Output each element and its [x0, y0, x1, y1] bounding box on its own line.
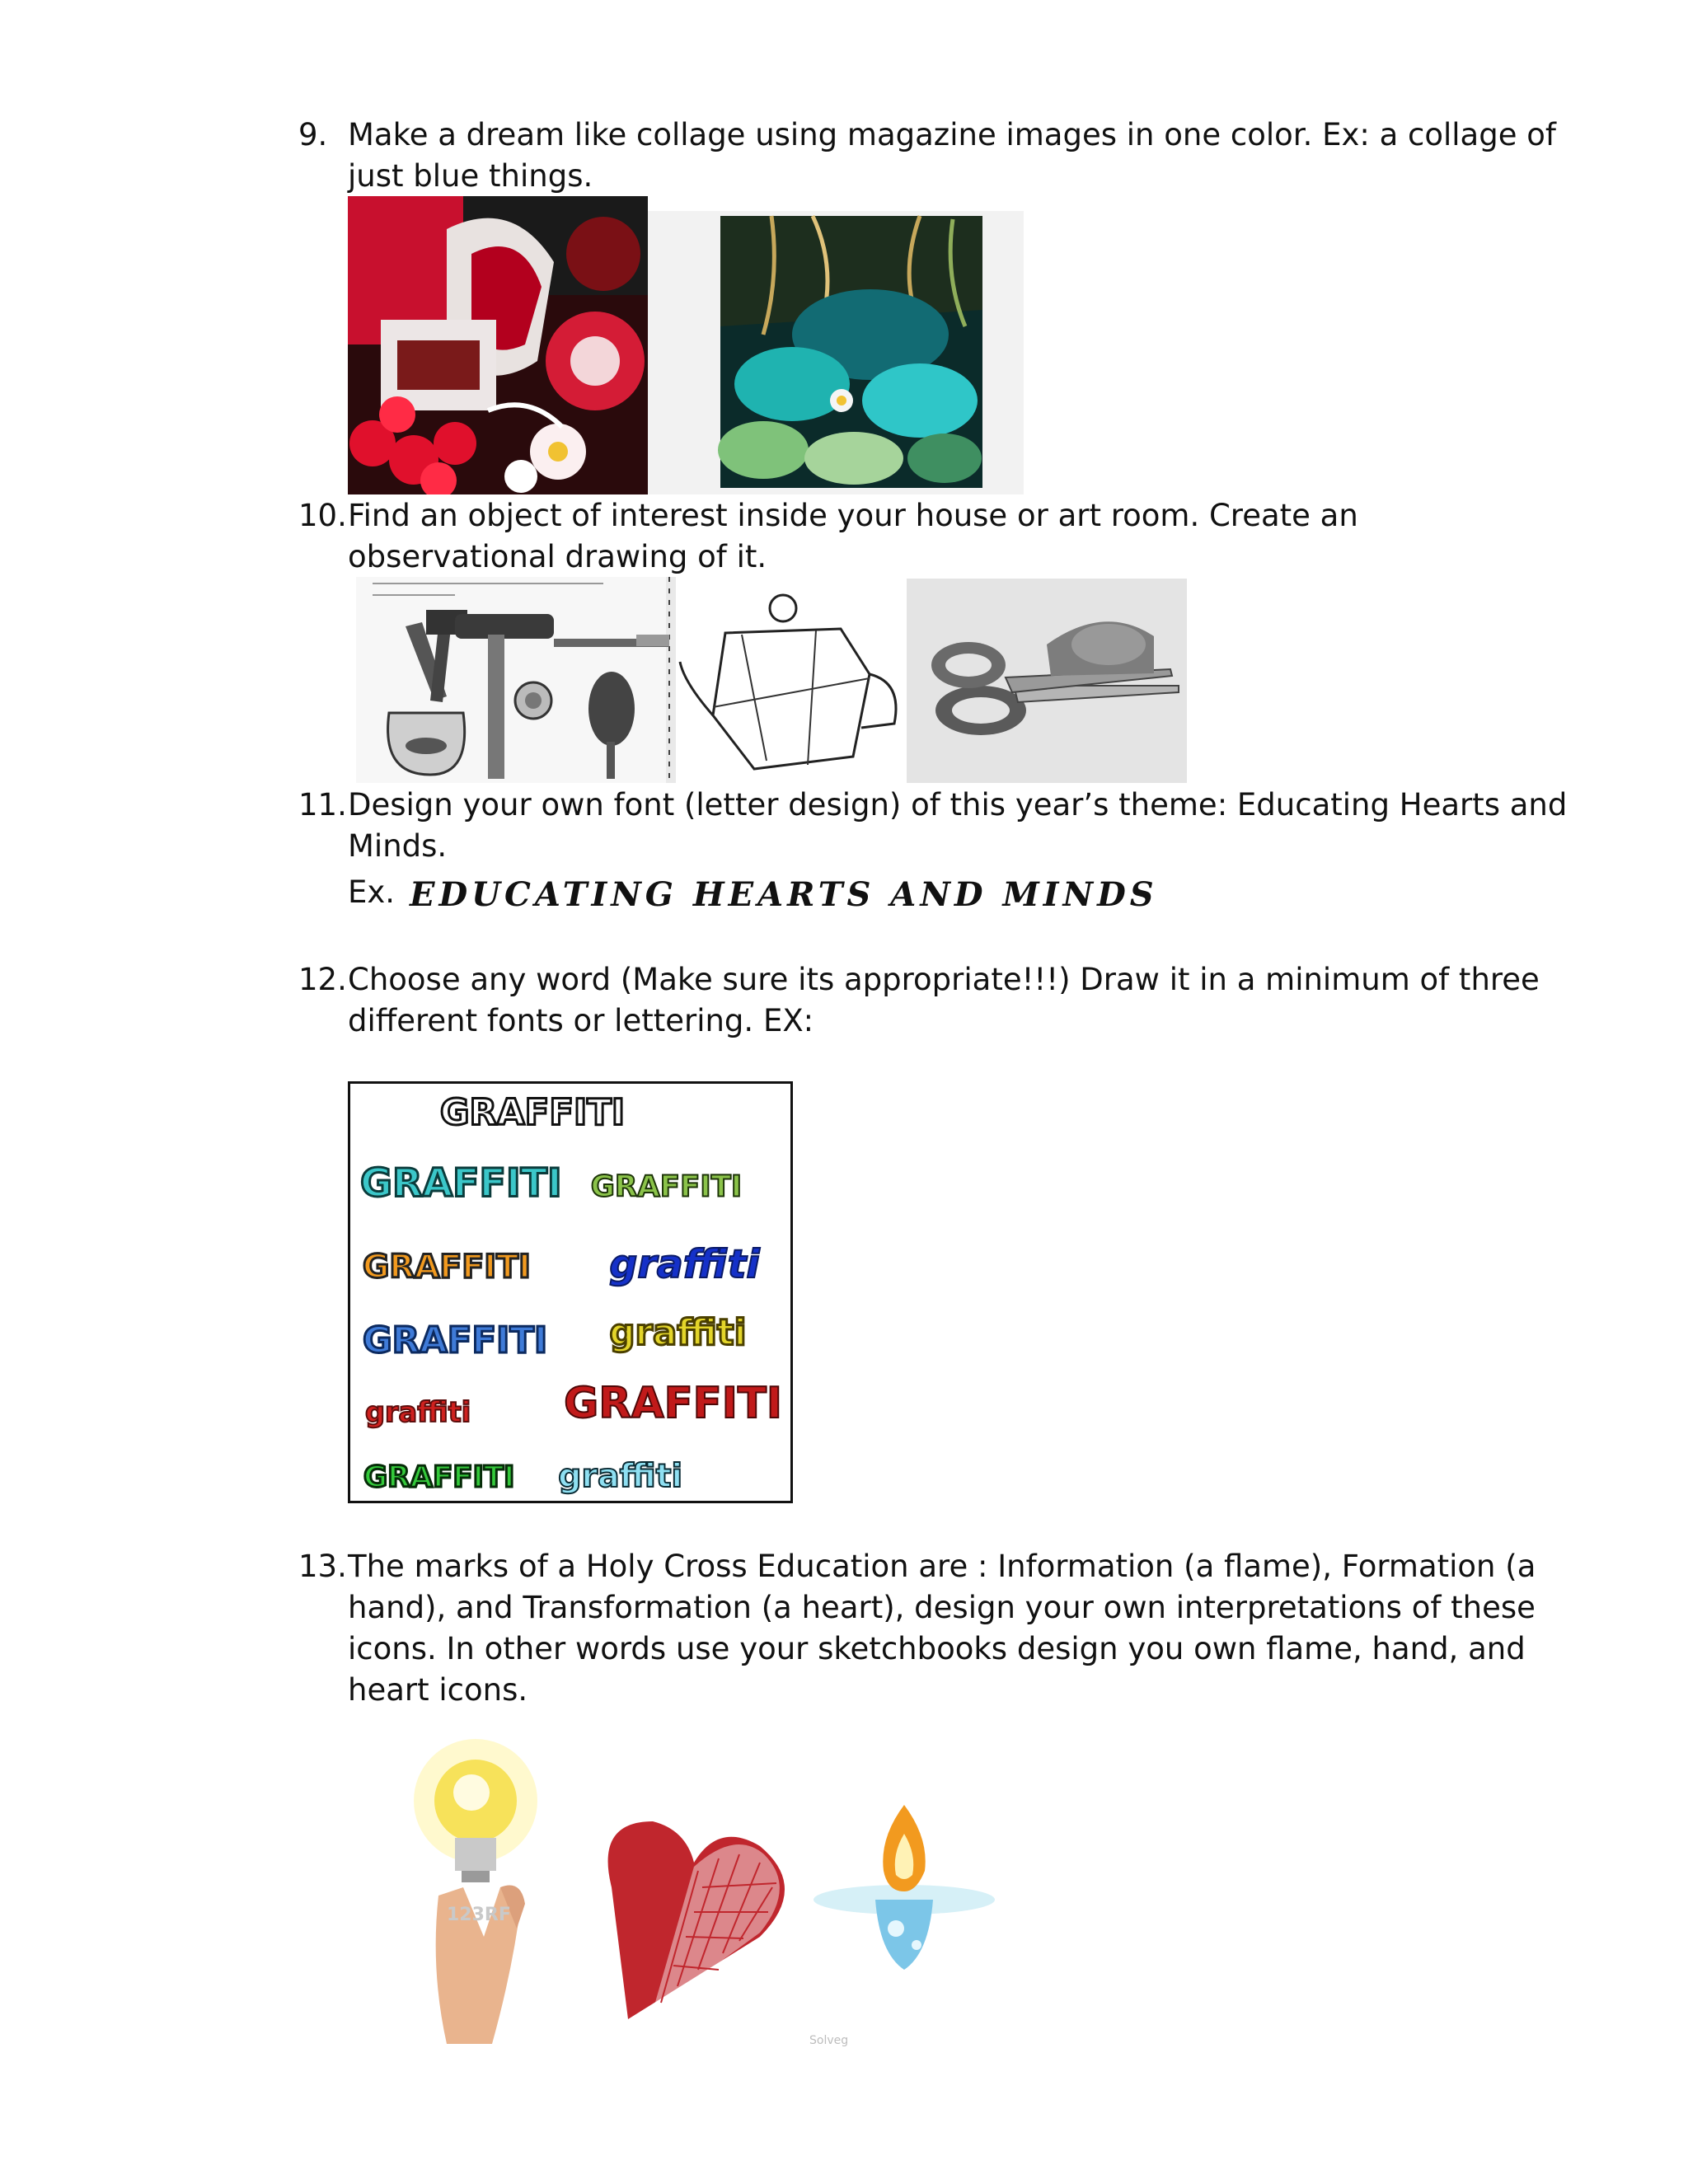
item-12-line-1: Choose any word (Make sure its appropriate!!!) Draw it in a minimum of three — [348, 962, 1540, 997]
item-13-number: 13. — [298, 1549, 347, 1584]
graffiti-word: graffiti — [558, 1457, 683, 1496]
blue-collage-image — [648, 211, 1024, 494]
graffiti-word: GRAFFITI — [590, 1169, 743, 1204]
tools-sketch-image — [356, 577, 676, 783]
item-9-line-2: just blue things. — [348, 158, 593, 194]
scissors-drawing-image — [907, 579, 1187, 783]
holy-cross-icons-image — [348, 1722, 1007, 2052]
graffiti-word: GRAFFITI — [362, 1248, 531, 1286]
item-11-example-prefix: Ex. — [348, 874, 396, 910]
graffiti-examples-image — [348, 1081, 793, 1503]
watermark-lightbulb: 123RF — [447, 1905, 511, 1925]
item-11-line-2: Minds. — [348, 828, 448, 864]
graffiti-word: GRAFFITI — [363, 1460, 515, 1495]
graffiti-word: GRAFFITI — [360, 1160, 562, 1207]
item-11-fancy-font-example: EDUCATING HEARTS AND MINDS — [410, 875, 1158, 914]
item-13-line-3: icons. In other words use your sketchbooks design you own flame, hand, and — [348, 1631, 1526, 1666]
graffiti-word: graffiti — [364, 1396, 471, 1429]
red-collage-image — [348, 196, 648, 494]
item-11-line-1: Design your own font (letter design) of this year’s theme: Educating Hearts and — [348, 787, 1568, 823]
item-10-line-2: observational drawing of it. — [348, 539, 767, 574]
item-13-line-1: The marks of a Holy Cross Education are : Information (a flame), Formation (a — [348, 1549, 1536, 1584]
item-10-number: 10. — [298, 498, 347, 533]
graffiti-word: GRAFFITI — [439, 1092, 626, 1134]
graffiti-word: graffiti — [609, 1312, 747, 1354]
graffiti-word: graffiti — [609, 1242, 760, 1288]
graffiti-word: GRAFFITI — [362, 1320, 548, 1362]
item-10-line-1: Find an object of interest inside your house or art room. Create an — [348, 498, 1358, 533]
item-12-number: 12. — [298, 962, 347, 997]
item-9-number: 9. — [298, 117, 328, 152]
watermark-heart: Solveg — [809, 2034, 849, 2047]
item-11-number: 11. — [298, 787, 347, 823]
item-12-line-2: different fonts or lettering. EX: — [348, 1003, 814, 1038]
item-13-line-4: heart icons. — [348, 1672, 528, 1708]
item-9-line-1: Make a dream like collage using magazine images in one color. Ex: a collage of — [348, 117, 1556, 152]
item-13-line-2: hand), and Transformation (a heart), design your own interpretations of these — [348, 1590, 1536, 1625]
teapot-sketch-image — [676, 583, 907, 783]
graffiti-word: GRAFFITI — [564, 1379, 783, 1429]
